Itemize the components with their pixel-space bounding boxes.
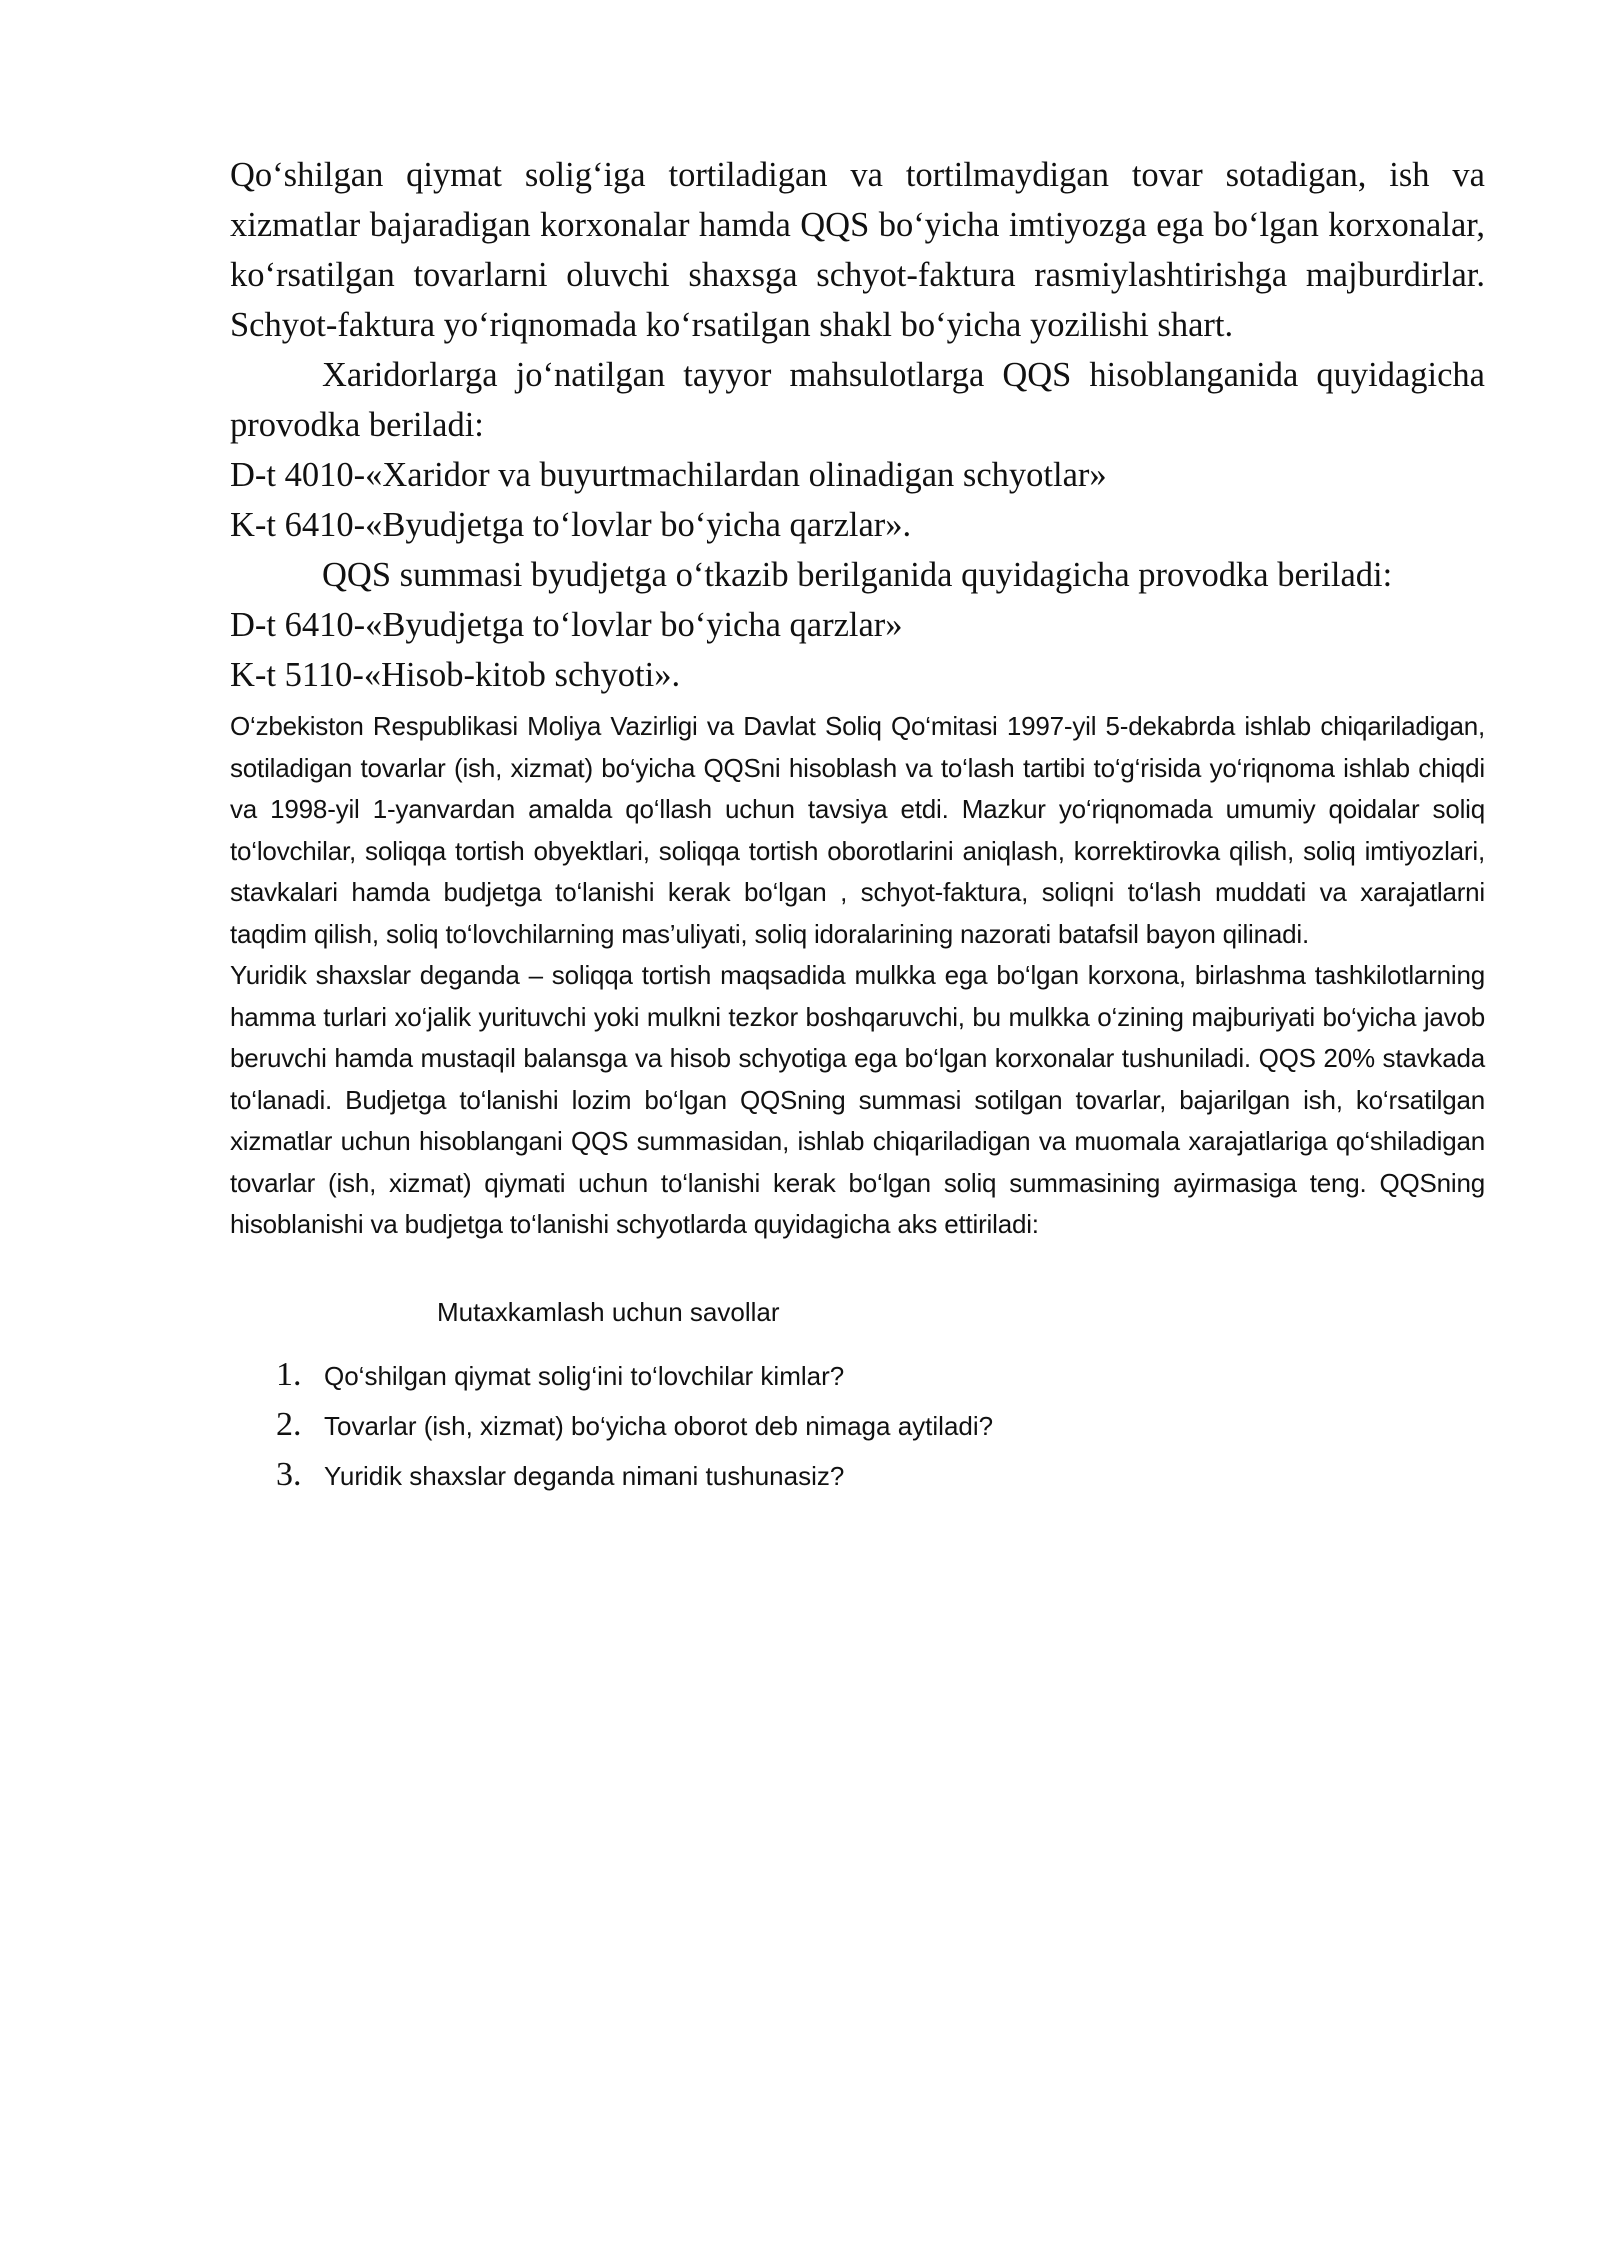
entry-debit-6410: D-t 6410-«Byudjetga to‘lovlar bo‘yicha qarzlar» (230, 606, 903, 644)
paragraph-legal-entities: Yuridik shaxslar deganda – soliqqa tortish maqsadida mulkka ega bo‘lgan korxona, birlashma tashkilotlarning hamma turlari xo‘jalik yurituvchi yoki mulkni tezkor boshqaruvchi, bu mulkka o‘zining majburiyati bo‘yicha javob beruvchi hamda mustaqil balansga va hisob schyotiga ega bo‘lgan korxonalar tushuniladi. QQS 20% stavkada to‘lanadi. Budjetga to‘lanishi lozim bo‘lgan QQSning summasi sotilgan tovarlar, bajarilgan ish, ko‘rsatilgan xizmatlar uchun hisoblangani QQS summasidan, ishlab chiqariladigan va muomala xarajatlariga qo‘shiladigan tovarlar (ish, xizmat) qiymati uchun to‘lanishi kerak bo‘lgan soliq summasining ayirmasiga teng. QQSning hisoblanishi va budjetga to‘lanishi schyotlarda quyidagicha aks ettiriladi: (230, 960, 1485, 1239)
paragraph-ministry-instruction: O‘zbekiston Respublikasi Moliya Vazirligi va Davlat Soliq Qo‘mitasi 1997-yil 5-dekabrda ishlab chiqariladigan, sotiladigan tovarlar (ish, xizmat) bo‘yicha QQSni hisoblash va to‘lash tartibi to‘g‘risida yo‘riqnoma ishlab chiqdi va 1998-yil 1-yanvardan amalda qo‘llash uchun tavsiya etdi. Mazkur yo‘riqnomada umumiy qoidalar soliq to‘lovchilar, soliqqa tortish obyektlari, soliqqa tortish oborotlarini aniqlash, korrektirovka qilish, soliq imtiyozlari, stavkalari hamda budjetga to‘lanishi kerak bo‘lgan , schyot-faktura, soliqni to‘lash muddati va xarajatlarni taqdim qilish, soliq to‘lovchilarning mas’uliyati, soliq idoralarining nazorati batafsil bayon qilinadi. (230, 711, 1485, 949)
questions-list (230, 1356, 1485, 1506)
document-page (230, 150, 1485, 1506)
question-item (230, 1356, 1485, 1406)
entry-credit-6410: K-t 6410-«Byudjetga to‘lovlar bo‘yicha qarzlar». (230, 506, 912, 544)
question-text: Tovarlar (ish, xizmat) bo‘yicha oborot deb nimaga aytiladi? (324, 1410, 994, 1441)
question-text: Qo‘shilgan qiymat solig‘ini to‘lovchilar kimlar? (324, 1360, 845, 1391)
question-item (230, 1406, 1485, 1456)
paragraph-vat-payment-entry: QQS summasi byudjetga o‘tkazib berilganida quyidagicha provodka beriladi: (322, 556, 1393, 594)
questions-heading: Mutaxkamlash uchun savollar (437, 1296, 780, 1327)
question-number: 1. (276, 1355, 302, 1393)
entry-credit-5110: K-t 5110-«Hisob-kitob schyoti». (230, 656, 681, 694)
paragraph-vat-accrual-entry: Xaridorlarga jo‘natilgan tayyor mahsulotlarga QQS hisoblanganida quyidagicha provodka beriladi: (230, 356, 1485, 444)
question-number: 2. (276, 1405, 302, 1443)
entry-debit-4010: D-t 4010-«Xaridor va buyurtmachilardan olinadigan schyotlar» (230, 456, 1107, 494)
question-text: Yuridik shaxslar deganda nimani tushunasiz? (324, 1460, 845, 1491)
paragraph-invoice-requirement: Qo‘shilgan qiymat solig‘iga tortiladigan va tortilmaydigan tovar sotadigan, ish va xizmatlar bajaradigan korxonalar hamda QQS bo‘yicha imtiyozga ega bo‘lgan korxonalar, ko‘rsatilgan tovarlarni oluvchi shaxsga schyot-faktura rasmiylashtirishga majburdirlar. Schyot-faktura yo‘riqnomada ko‘rsatilgan shakl bo‘yicha yozilishi shart. (230, 156, 1485, 344)
question-number: 3. (276, 1455, 302, 1493)
question-item (230, 1456, 1485, 1506)
